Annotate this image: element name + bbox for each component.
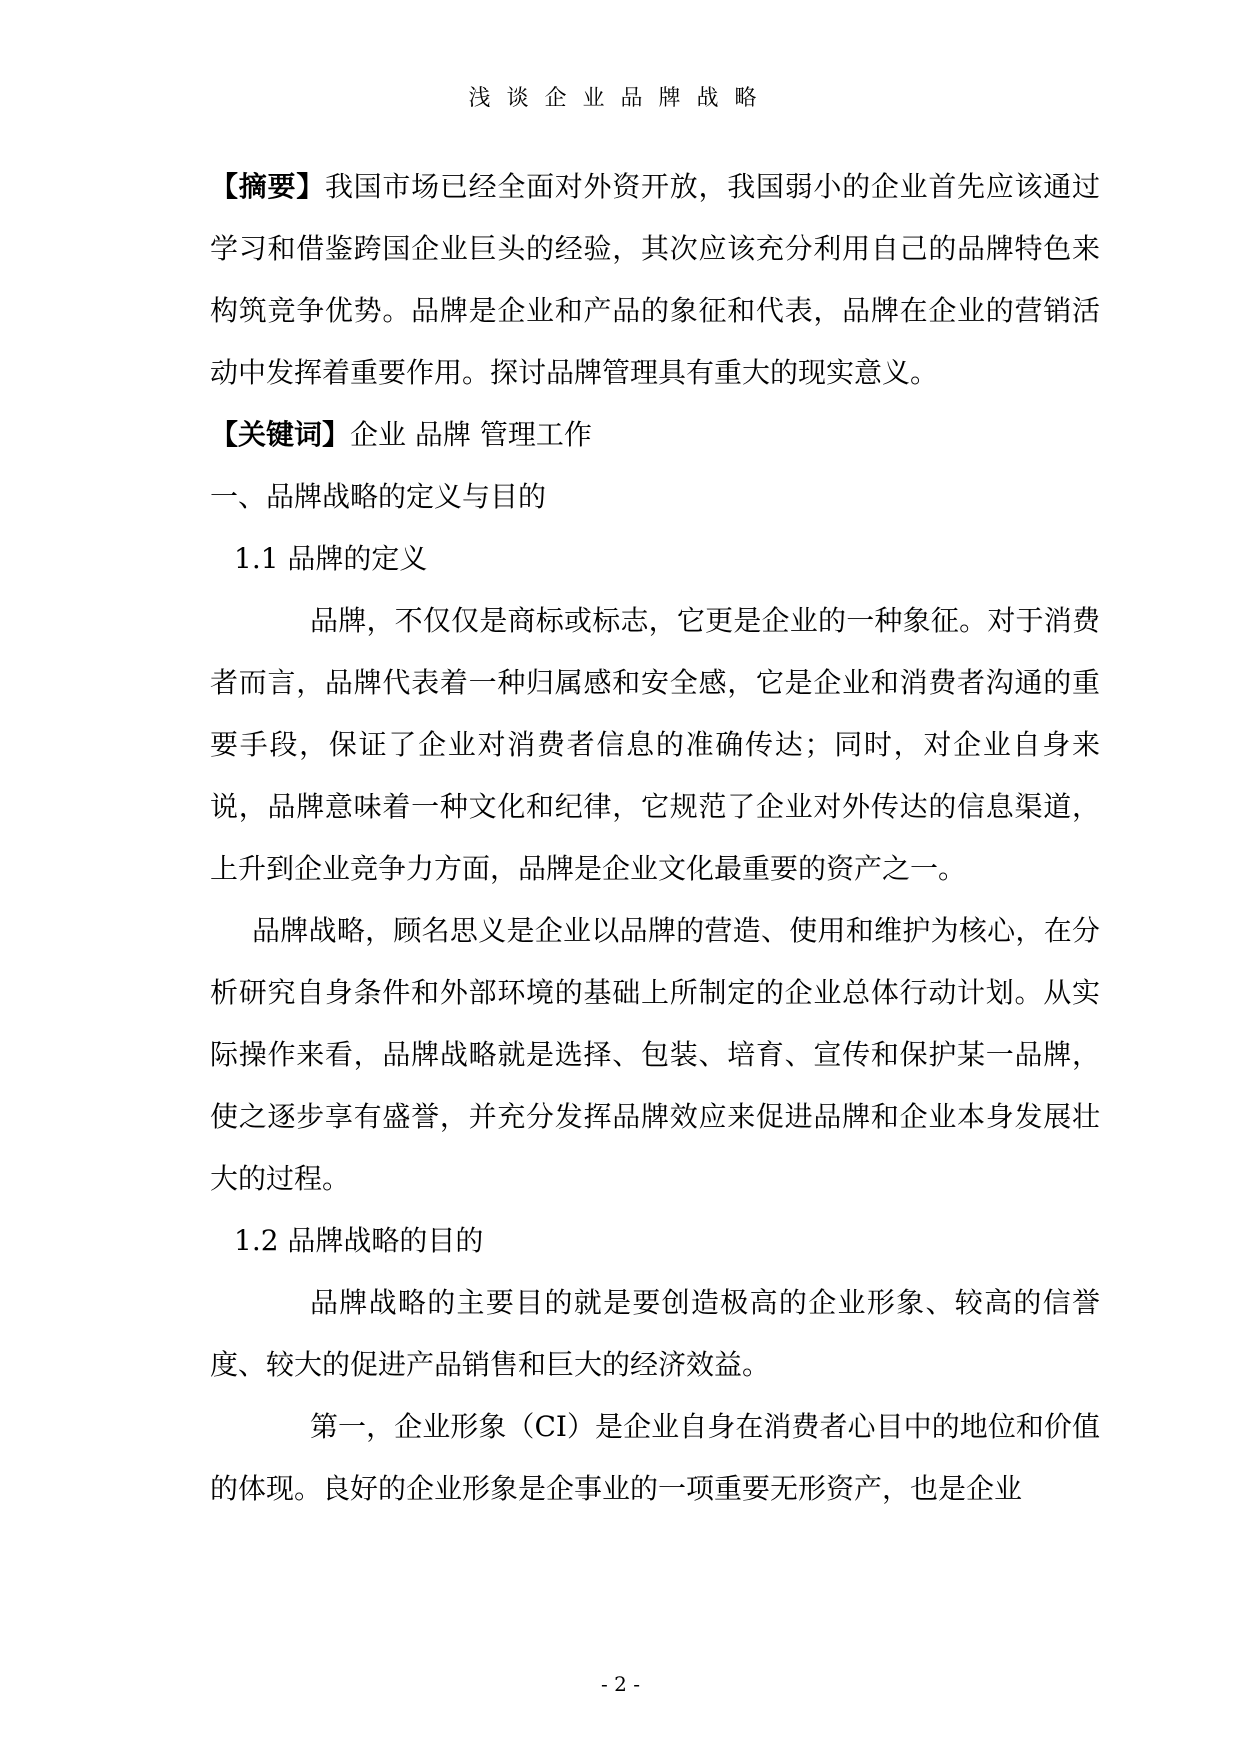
abstract-text: 我国市场已经全面对外资开放，我国弱小的企业首先应该通过学习和借鉴跨国企业巨头的经验，其次应该充分利用自己的品牌特色来构筑竞争优势。品牌是企业和产品的象征和代表，品牌在企业的营销活动中发挥着重要作用。探讨品牌管理具有重大的现实意义。 [210,170,1100,389]
section-1-heading: 一、品牌战略的定义与目的 [210,480,547,513]
abstract-label: 【摘要】 [210,170,325,203]
page-header-title: 浅谈企业品牌战略 [468,86,773,111]
page-number: - 2 - [601,1672,640,1696]
document-body [210,156,1100,1520]
subsection-1-1-paragraph-1: 品牌，不仅仅是商标或标志，它更是企业的一种象征。对于消费者而言，品牌代表着一种归属感和安全感，它是企业和消费者沟通的重要手段，保证了企业对消费者信息的准确传达；同时，对企业自身来说，品牌意味着一种文化和纪律，它规范了企业对外传达的信息渠道，上升到企业竞争力方面，品牌是企业文化最重要的资产之一。 [210,604,1100,885]
subsection-1-2-paragraph-1: 品牌战略的主要目的就是要创造极高的企业形象、较高的信誉度、较大的促进产品销售和巨大的经济效益。 [210,1286,1100,1381]
subsection-1-1-paragraph-2: 品牌战略，顾名思义是企业以品牌的营造、使用和维护为核心，在分析研究自身条件和外部环境的基础上所制定的企业总体行动计划。从实际操作来看，品牌战略就是选择、包装、培育、宣传和保护某一品牌，使之逐步享有盛誉，并充分发挥品牌效应来促进品牌和企业本身发展壮大的过程。 [210,914,1100,1195]
abstract-paragraph [210,156,1100,404]
keywords-paragraph [210,404,1100,466]
keywords-text: 企业 品牌 管理工作 [350,418,592,451]
subsection-1-2-paragraph-2: 第一，企业形象（CI）是企业自身在消费者心目中的地位和价值的体现。良好的企业形象是企事业的一项重要无形资产，也是企业 [210,1410,1100,1505]
keywords-label: 【关键词】 [210,418,351,451]
subsection-1-2-heading: 1.2 品牌战略的目的 [234,1224,484,1257]
subsection-1-1-heading: 1.1 品牌的定义 [234,542,428,575]
